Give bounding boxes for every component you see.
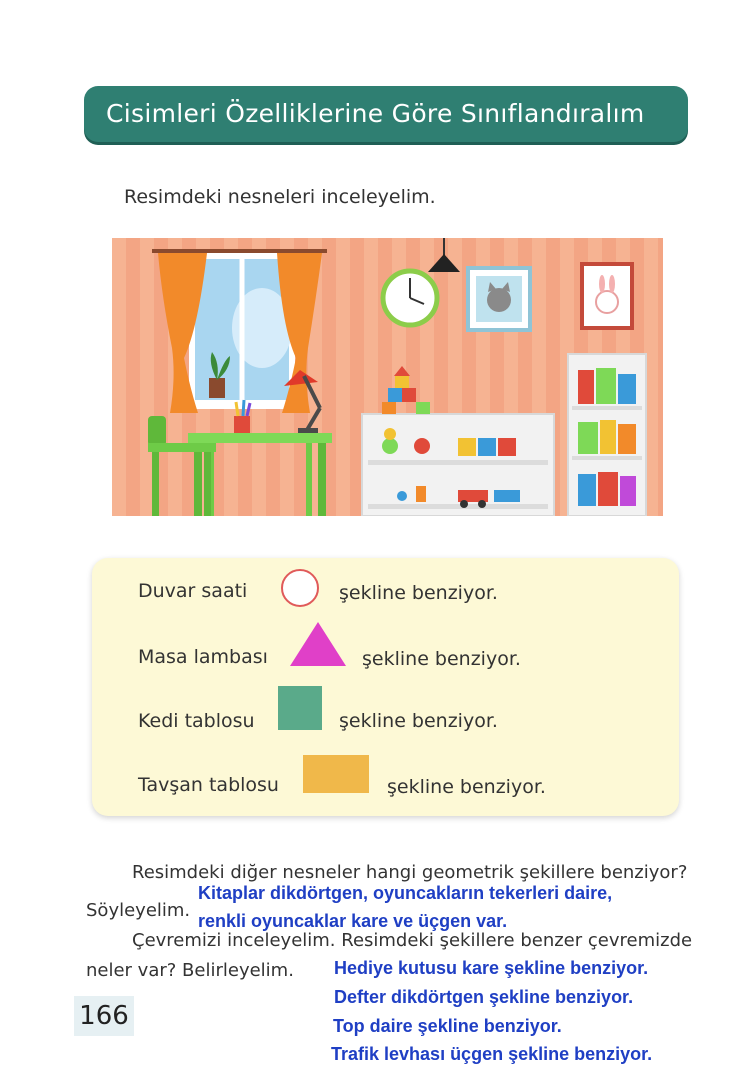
paragraph-line-4: neler var? Belirleyelim. [86, 960, 294, 981]
paragraph-line-2: Söyleyelim. [86, 900, 191, 921]
row-object-3: Kedi tablosu [138, 710, 255, 732]
answer-line-4: Defter dikdörtgen şekline benziyor. [334, 987, 634, 1007]
row-object-4: Tavşan tablosu [138, 774, 279, 796]
rabbit-picture [582, 264, 632, 328]
answer-line-3: Hediye kutusu kare şekline benziyor. [334, 958, 649, 978]
bookcase [568, 354, 646, 516]
page-title: Cisimleri Özelliklerine Göre Sınıflandıralım [106, 99, 645, 128]
answer-line-1: Kitaplar dikdörtgen, oyuncakların tekerleri daire, [198, 883, 613, 903]
answer-line-5: Top daire şekline benziyor. [333, 1016, 562, 1036]
intro-text: Resimdeki nesneleri inceleyelim. [124, 186, 436, 208]
triangle-icon [288, 618, 348, 670]
row-suffix-3: şekline benziyor. [339, 710, 498, 732]
page-number: 166 [74, 996, 134, 1036]
answer-line-6: Trafik levhası üçgen şekline benziyor. [331, 1044, 653, 1064]
room-illustration [112, 238, 663, 516]
row-suffix-4: şekline benziyor. [387, 776, 546, 798]
cat-picture [468, 268, 530, 330]
answer-line-2: renkli oyuncaklar kare ve üçgen var. [198, 911, 508, 931]
row-suffix-1: şekline benziyor. [339, 582, 498, 604]
title-banner [84, 86, 688, 142]
row-suffix-2: şekline benziyor. [362, 648, 521, 670]
row-object-2: Masa lambası [138, 646, 268, 668]
rectangle-icon [303, 755, 369, 793]
paragraph-line-1: Resimdeki diğer nesneler hangi geometrik şekillere benziyor? [132, 862, 688, 883]
square-icon [278, 686, 322, 730]
circle-icon [276, 566, 324, 610]
row-object-1: Duvar saati [138, 580, 248, 602]
paragraph-line-3: Çevremizi inceleyelim. Resimdeki şekillere benzer çevremizde [132, 930, 693, 951]
wall-clock [383, 271, 437, 325]
